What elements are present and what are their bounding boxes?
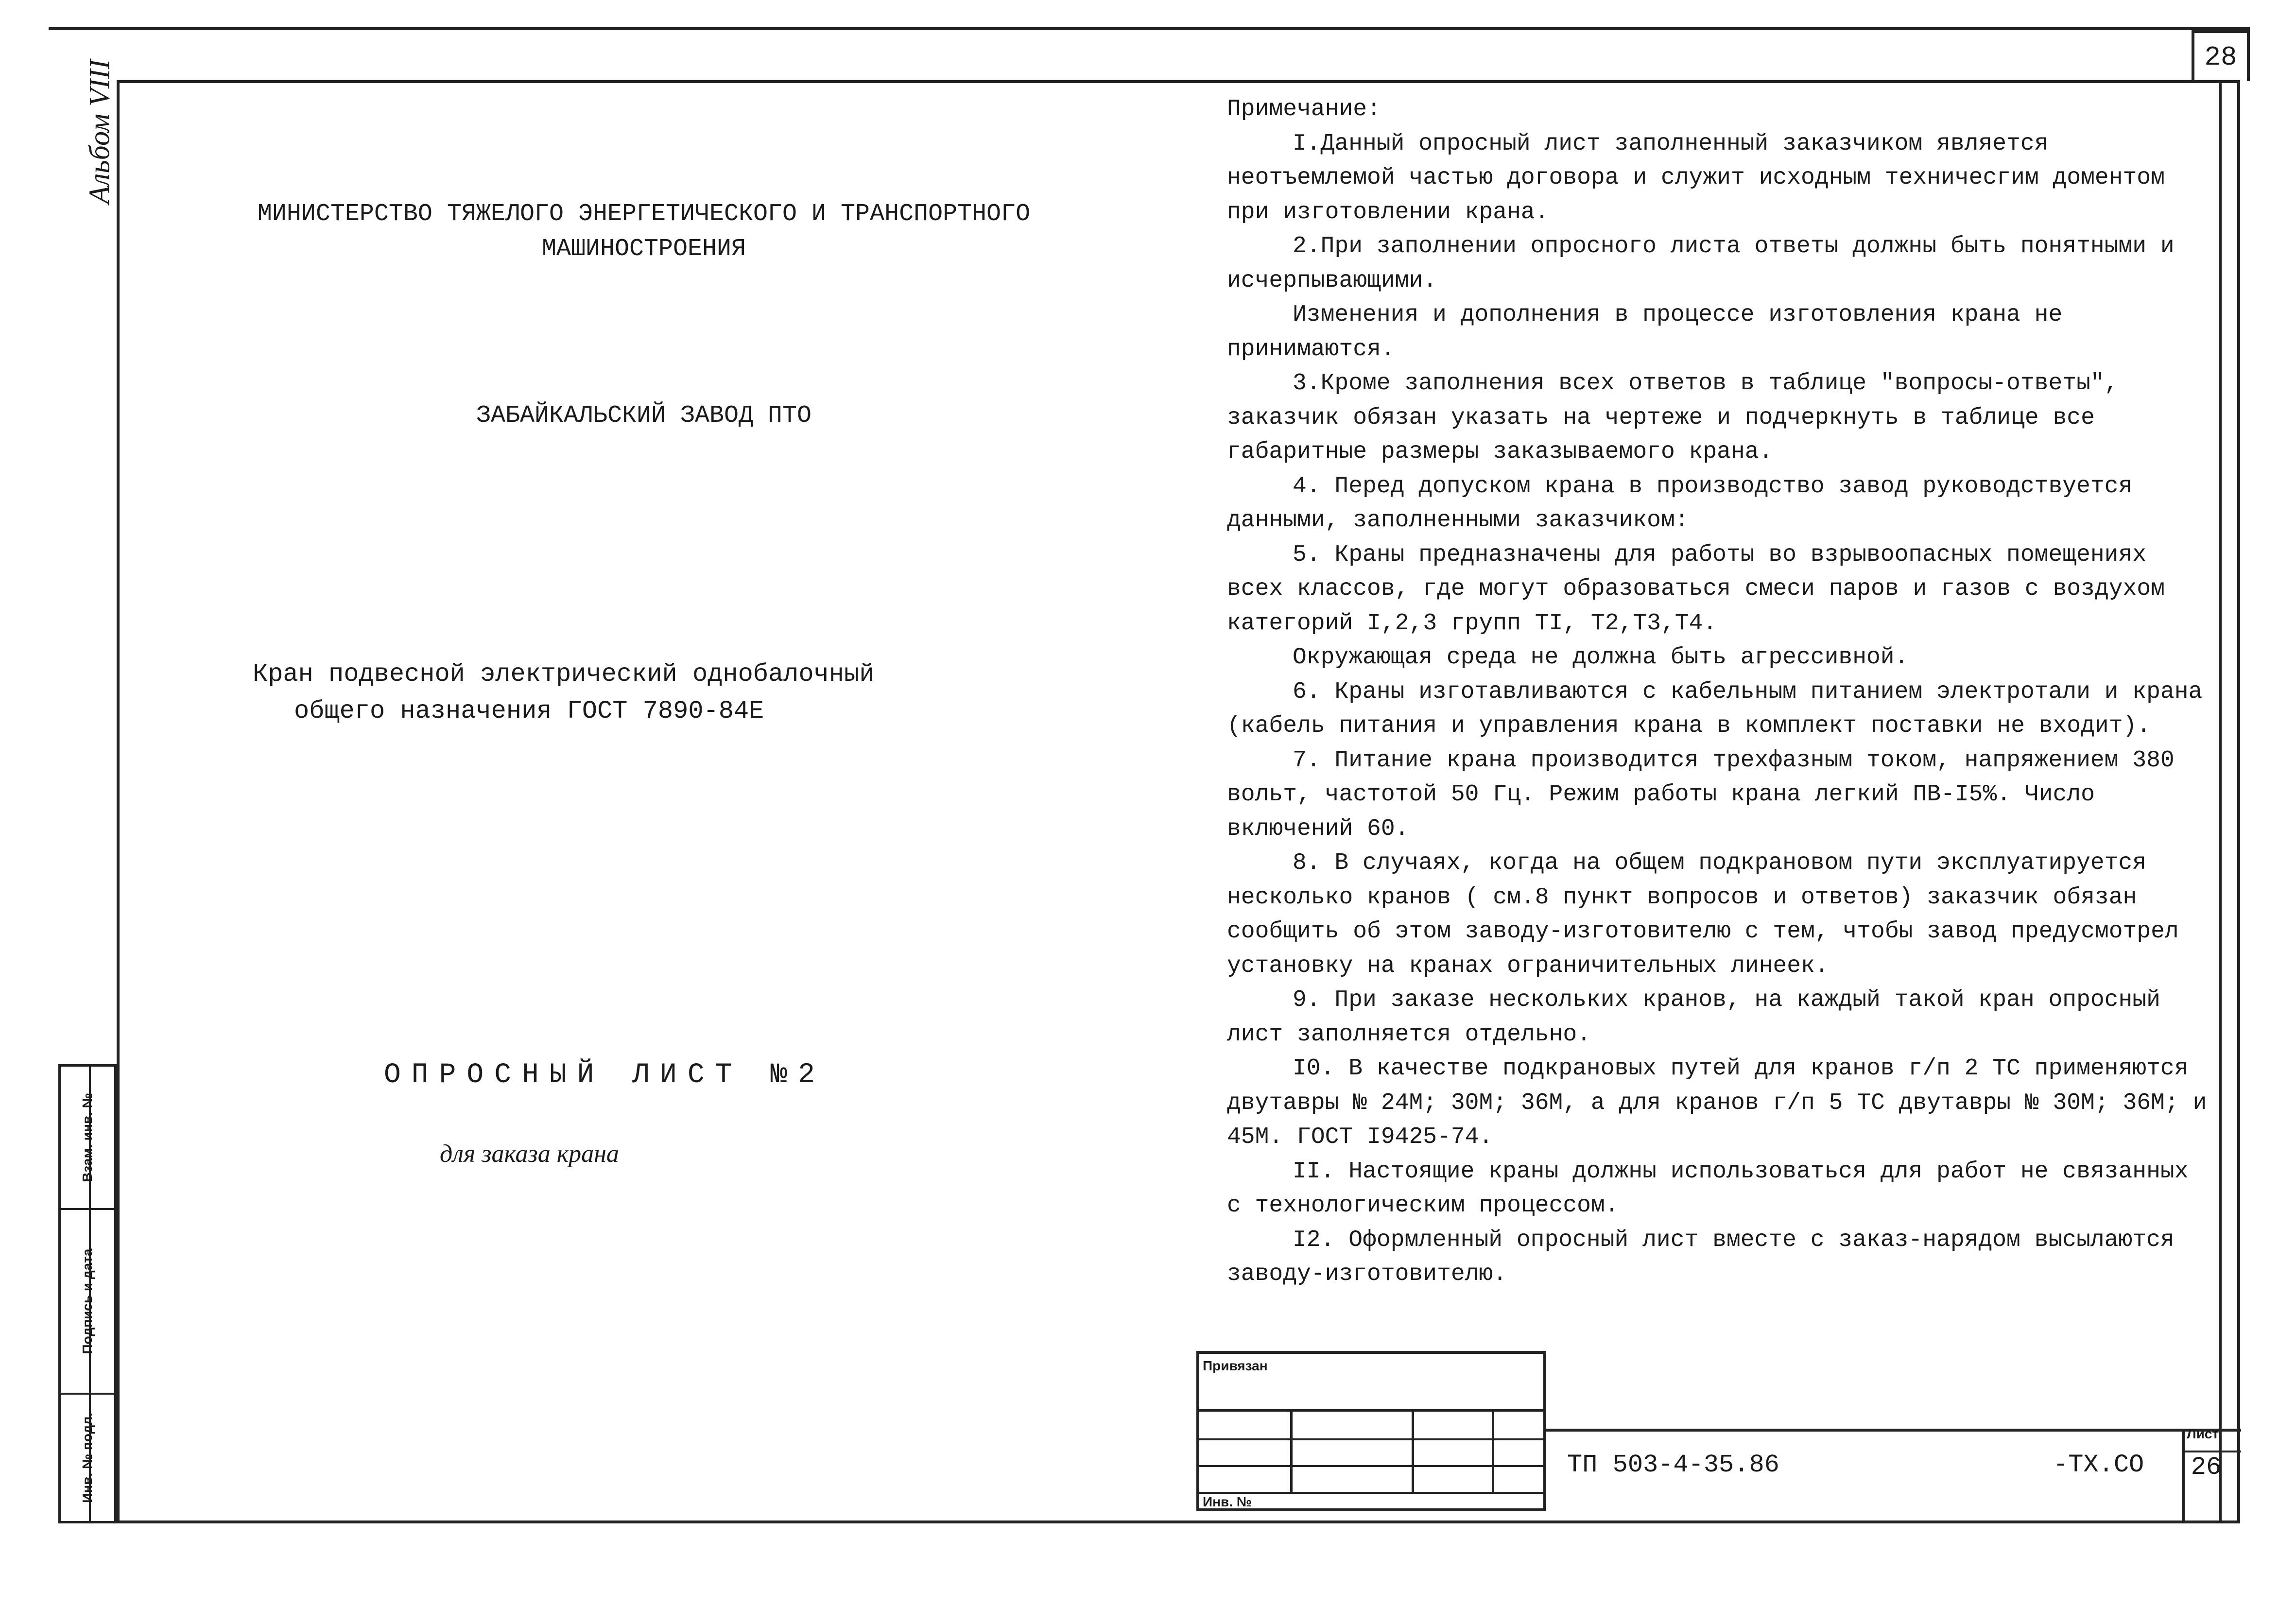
ministry-line-1: МИНИСТЕРСТВО ТЯЖЕЛОГО ЭНЕРГЕТИЧЕСКОГО И ТРАНСПОРТНОГО	[257, 200, 1031, 228]
note-item: Изменения и дополнения в процессе изготовления крана не принимаются.	[1227, 302, 2063, 363]
sheet-label: Лист	[2187, 1426, 2219, 1441]
survey-subtitle: для заказа крана	[440, 1140, 619, 1168]
note-item: II. Настоящие краны должны использоваться для работ не связанных с технологическим процессом.	[1227, 1158, 2189, 1219]
ministry-heading	[194, 197, 1093, 267]
side-cell-replace-inv	[61, 1067, 114, 1210]
document-suffix: -ТХ.СО	[2053, 1451, 2144, 1479]
side-cell-label: Взам. инв. №	[80, 1092, 95, 1182]
side-cell-label: Подпись и дата	[80, 1248, 95, 1354]
crane-description	[253, 656, 982, 730]
inv-label: Инв. №	[1203, 1494, 1252, 1509]
survey-title: ОПРОСНЫЙ ЛИСТ №2	[384, 1059, 826, 1091]
note-item: 7. Питание крана производится трехфазным током, напряжением 380 вольт, частотой 50 Гц. Режим работы крана легкий ПВ-I5%. Число включений 60.	[1227, 747, 2175, 842]
sheet-cell-rule	[2182, 1451, 2241, 1452]
stamp-col	[1412, 1409, 1414, 1492]
note-item: Окружающая среда не должна быть агрессивной.	[1293, 644, 1909, 671]
side-cell-label: Инв. № подл.	[80, 1413, 95, 1503]
note-item: 2.При заполнении опросного листа ответы должны быть понятными и исчерпывающими.	[1227, 233, 2175, 294]
crane-line-1: Кран подвесной электрический однобалочный	[253, 660, 875, 689]
top-sheet-number: 28	[2192, 30, 2250, 81]
sheet-number: 26	[2191, 1453, 2222, 1482]
ministry-line-2: МАШИНОСТРОЕНИЯ	[541, 235, 746, 263]
factory-name: ЗАБАЙКАЛЬСКИЙ ЗАВОД ПТО	[476, 402, 812, 430]
frame-right-rule	[2219, 80, 2222, 1523]
note-item: 8. В случаях, когда на общем подкрановом пути эксплуатируется несколько кранов ( см.8 пункт вопросов и ответов) заказчик обязан сообщить об этом заводу-изготовителю с тем, чтобы завод предусмотрел установку на кранах ограничительных линеек.	[1227, 850, 2179, 979]
bound-label: Привязан	[1203, 1358, 1268, 1373]
sheet-cell-divider	[2182, 1429, 2185, 1523]
notes-heading: Примечание:	[1227, 96, 1381, 122]
note-item: I.Данный опросный лист заполненный заказчиком является неотъемлемой частью договора и служит исходным техничесгим доментом при изготовлении крана.	[1227, 130, 2165, 225]
note-item: I2. Оформленный опросный лист вместе с заказ-нарядом высылаются заводу-изготовителю.	[1227, 1227, 2175, 1287]
notes-section	[1227, 92, 2211, 1292]
side-stamp	[58, 1064, 117, 1523]
note-item: 5. Краны предназначены для работы во взрывоопасных помещениях всех классов, где могут образоваться смеси паров и газов с воздухом категорий I,2,3 групп ТI, Т2,Т3,Т4.	[1227, 541, 2165, 637]
album-label: Альбом VIII	[83, 59, 116, 204]
stamp-rule	[1196, 1492, 1546, 1494]
note-item: 9. При заказе нескольких кранов, на каждый такой кран опросный лист заполняется отдельно.	[1227, 987, 2160, 1048]
top-rule	[49, 27, 2250, 30]
document-code: ТП 503-4-35.86	[1567, 1451, 1779, 1479]
stamp-col	[1492, 1409, 1494, 1492]
note-item: 6. Краны изготавливаются с кабельным питанием электротали и крана (кабель питания и управления крана в комплект поставки не входит).	[1227, 678, 2203, 739]
side-cell-signature-date	[61, 1210, 114, 1395]
side-cell-inv-original	[61, 1395, 114, 1521]
note-item: I0. В качестве подкрановых путей для кранов г/п 2 ТС применяются двутавры № 24М; 30М; 36М, а для кранов г/п 5 ТС двутавры № 30М; 36М; и 45М. ГОСТ I9425-74.	[1227, 1055, 2207, 1150]
title-block-top-rule	[1546, 1429, 2241, 1432]
stamp-col	[1290, 1409, 1293, 1492]
note-item: 4. Перед допуском крана в производство завод руководствуется данными, заполненными заказчиком:	[1227, 473, 2133, 534]
crane-line-2: общего назначения ГОСТ 7890-84Е	[294, 697, 764, 726]
note-item: 3.Кроме заполнения всех ответов в таблице "вопросы-ответы", заказчик обязан указать на чертеже и подчеркнуть в таблице все габаритные размеры заказываемого крана.	[1227, 370, 2119, 465]
